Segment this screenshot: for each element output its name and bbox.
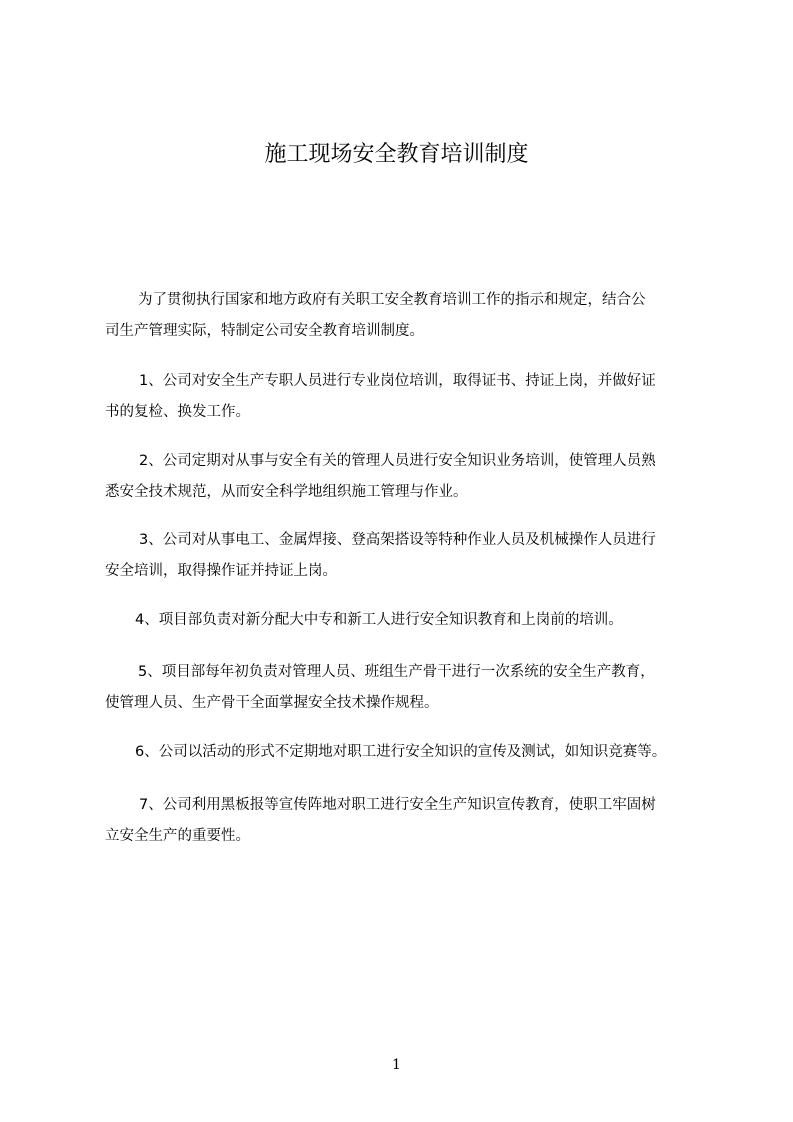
paragraph-line: 2、公司定期对从事与安全有关的管理人员进行安全知识业务培训，使管理人员熟 bbox=[139, 453, 656, 469]
page-number: 1 bbox=[392, 1057, 401, 1073]
paragraph-item-7 bbox=[105, 790, 720, 852]
paragraph-item-2 bbox=[105, 446, 720, 508]
paragraph-line: 为了贯彻执行国家和地方政府有关职工安全教育培训工作的指示和规定，结合公 bbox=[138, 292, 646, 308]
paragraph-intro bbox=[105, 285, 720, 347]
paragraph-line: 3、公司对从事电工、金属焊接、登高架搭设等特种作业人员及机械操作人员进行 bbox=[139, 532, 656, 548]
paragraph-line: 4、项目部负责对新分配大中专和新工人进行安全知识教育和上岗前的培训。 bbox=[135, 612, 623, 628]
paragraph-item-6 bbox=[105, 737, 720, 768]
paragraph-line: 7、公司利用黑板报等宣传阵地对职工进行安全生产知识宣传教育，使职工牢固树 bbox=[139, 797, 656, 813]
document-title: 施工现场安全教育培训制度 bbox=[264, 142, 529, 167]
paragraph-line: 立安全生产的重要性。 bbox=[105, 828, 250, 844]
paragraph-line: 司生产管理实际，特制定公司安全教育培训制度。 bbox=[105, 323, 424, 339]
paragraph-line: 使管理人员、生产骨干全面掌握安全技术操作规程。 bbox=[105, 695, 439, 711]
paragraph-item-3 bbox=[105, 525, 720, 587]
paragraph-line: 悉安全技术规范，从而安全科学地组织施工管理与作业。 bbox=[105, 484, 468, 500]
paragraph-item-5 bbox=[105, 657, 720, 719]
paragraph-line: 6、公司以活动的形式不定期地对职工进行安全知识的宣传及测试，如知识竞赛等。 bbox=[135, 744, 667, 760]
paragraph-line: 5、项目部每年初负责对管理人员、班组生产骨干进行一次系统的安全生产教育， bbox=[138, 664, 655, 680]
paragraph-line: 书的复检、换发工作。 bbox=[105, 404, 250, 420]
paragraph-item-4 bbox=[105, 605, 720, 636]
paragraph-item-1 bbox=[105, 366, 720, 428]
paragraph-line: 安全培训，取得操作证并持证上岗。 bbox=[105, 563, 337, 579]
paragraph-line: 1、公司对安全生产专职人员进行专业岗位培训，取得证书、持证上岗，并做好证 bbox=[139, 373, 656, 389]
